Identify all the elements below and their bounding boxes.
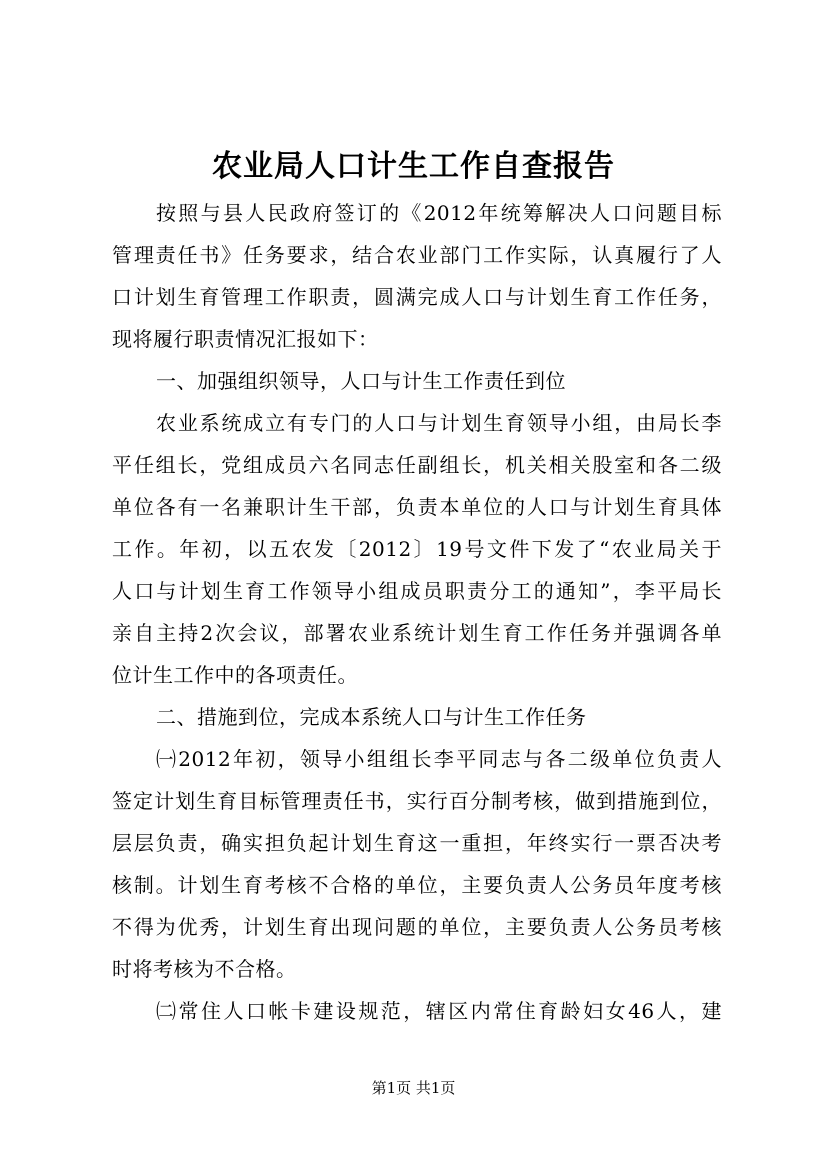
body-line: 核制。计划生育考核不合格的单位，主要负责人公务员年度考核 — [112, 873, 722, 897]
body-line: 不得为优秀，计划生育出现问题的单位，主要负责人公务员考核 — [112, 915, 722, 939]
body-line: 工作。年初，以五农发〔2012〕19号文件下发了“农业局关于 — [112, 537, 722, 561]
body-line: 口计划生育管理工作职责，圆满完成人口与计划生育工作任务， — [112, 285, 722, 309]
body-line: ㈠2012年初，领导小组组长李平同志与各二级单位负责人 — [156, 747, 722, 771]
body-line: ㈡常住人口帐卡建设规范，辖区内常住育龄妇女46人，建 — [156, 999, 722, 1023]
body-line: 层层负责，确实担负起计划生育这一重担，年终实行一票否决考 — [112, 831, 722, 855]
body-line: 农业系统成立有专门的人口与计划生育领导小组，由局长李 — [156, 411, 722, 435]
document-body — [112, 192, 722, 1032]
body-line: 位计生工作中的各项责任。 — [112, 663, 358, 687]
body-line: 人口与计划生育工作领导小组成员职责分工的通知”，李平局长 — [112, 579, 722, 603]
body-line: 现将履行职责情况汇报如下： — [112, 327, 379, 351]
body-line: 二、措施到位，完成本系统人口与计生工作任务 — [156, 705, 587, 729]
document-title: 农业局人口计生工作自查报告 — [212, 149, 615, 184]
body-line: 按照与县人民政府签订的《2012年统筹解决人口问题目标 — [156, 201, 722, 225]
body-line: 签定计划生育目标管理责任书，实行百分制考核，做到措施到位， — [112, 789, 722, 813]
body-line: 平任组长，党组成员六名同志任副组长，机关相关股室和各二级 — [112, 453, 722, 477]
body-line: 亲自主持2次会议，部署农业系统计划生育工作任务并强调各单 — [112, 621, 722, 645]
body-line: 一、加强组织领导，人口与计生工作责任到位 — [156, 369, 566, 393]
body-line: 管理责任书》任务要求，结合农业部门工作实际，认真履行了人 — [112, 243, 722, 267]
body-line: 时将考核为不合格。 — [112, 957, 297, 981]
body-line: 单位各有一名兼职计生干部，负责本单位的人口与计划生育具体 — [112, 495, 722, 519]
page-footer: 第1页 共1页 — [371, 1079, 456, 1097]
